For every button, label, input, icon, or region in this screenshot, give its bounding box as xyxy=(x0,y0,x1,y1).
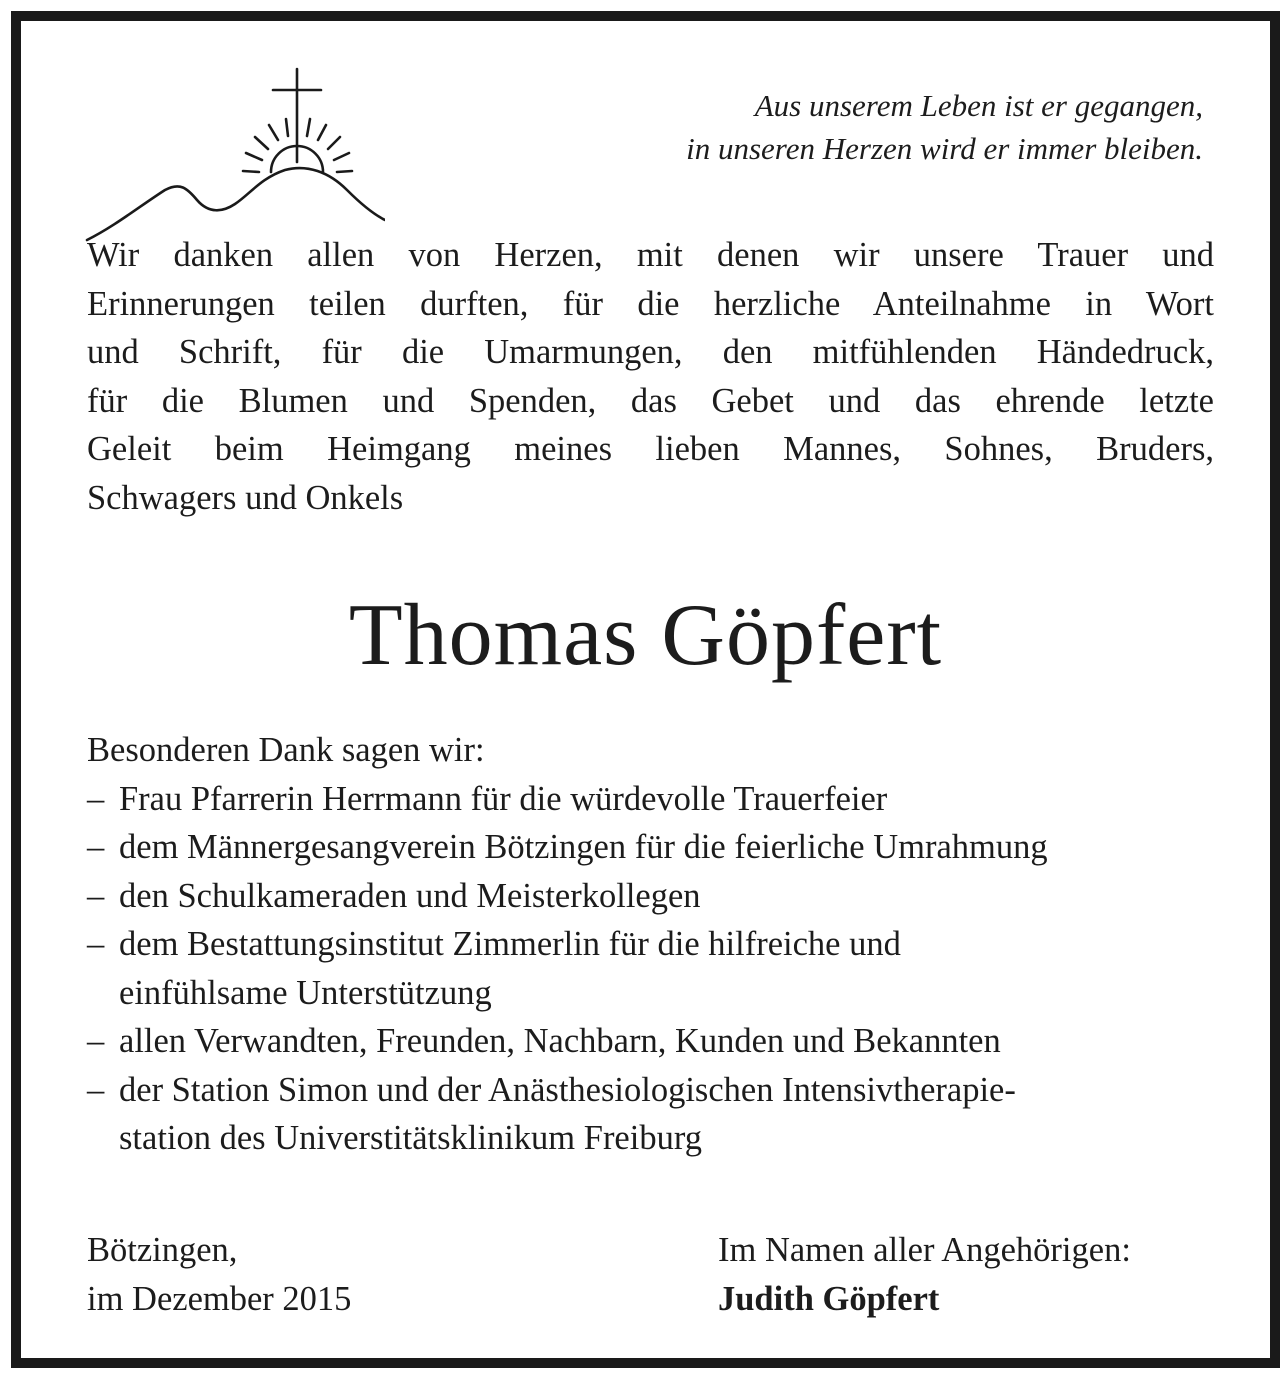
signer-name: Judith Göpfert xyxy=(718,1279,940,1318)
motto-line: Aus unserem Leben ist er gegangen, xyxy=(754,88,1203,123)
intro-line: Wir danken allen von Herzen, mit denen wir unsere Trauer und xyxy=(87,236,1214,274)
list-item-text: den Schulkameraden und Meisterkollegen xyxy=(119,876,701,915)
list-item xyxy=(87,775,1222,824)
list-item-text: der Station Simon und der Anästhesiologischen Intensivtherapie- station des Universtitätsklinikum Freiburg xyxy=(119,1070,1016,1157)
cross-on-hill-with-rising-sun-icon xyxy=(85,66,385,251)
signature-block xyxy=(718,1226,1131,1323)
list-item-text: dem Bestattungsinstitut Zimmerlin für die hilfreiche und einfühlsame Unterstützung xyxy=(119,925,901,1012)
dash-bullet: – xyxy=(87,828,105,866)
intro-line: für die Blumen und Spenden, das Gebet und das ehrende letzte xyxy=(87,381,1214,420)
motto-quote xyxy=(686,84,1203,170)
thanks-heading: Besonderen Dank sagen wir: xyxy=(87,731,485,769)
notice-frame xyxy=(11,11,1280,1368)
list-item xyxy=(87,1066,1222,1163)
list-item xyxy=(87,823,1222,872)
place-and-date xyxy=(87,1226,351,1323)
intro-line: Geleit beim Heimgang meines lieben Mannes, Sohnes, Bruders, xyxy=(87,430,1214,468)
intro-line: Schwagers und Onkels xyxy=(87,478,404,517)
dash-bullet: – xyxy=(87,1070,105,1109)
thanks-section xyxy=(87,726,1222,1163)
dash-bullet: – xyxy=(87,1022,105,1060)
dash-bullet: – xyxy=(87,779,105,818)
on-behalf-label: Im Namen aller Angehörigen: xyxy=(718,1231,1131,1269)
deceased-name: Thomas Göpfert xyxy=(348,587,943,684)
list-item-text: dem Männergesangverein Bötzingen für die feierliche Umrahmung xyxy=(119,828,1048,866)
list-item xyxy=(87,1017,1222,1066)
list-item-text: allen Verwandten, Freunden, Nachbarn, Kunden und Bekannten xyxy=(119,1022,1001,1060)
list-item-text: Frau Pfarrerin Herrmann für die würdevolle Trauerfeier xyxy=(119,779,888,818)
place: Bötzingen, xyxy=(87,1231,238,1269)
dash-bullet: – xyxy=(87,925,105,963)
dash-bullet: – xyxy=(87,876,105,915)
intro-line: Erinnerungen teilen durften, für die herzliche Anteilnahme in Wort xyxy=(87,284,1214,323)
intro-paragraph xyxy=(87,231,1214,522)
motto-line: in unseren Herzen wird er immer bleiben. xyxy=(686,131,1203,166)
list-item xyxy=(87,920,1222,1017)
intro-line: und Schrift, für die Umarmungen, den mitfühlenden Händedruck, xyxy=(87,333,1214,371)
date: im Dezember 2015 xyxy=(87,1279,352,1318)
list-item xyxy=(87,872,1222,921)
